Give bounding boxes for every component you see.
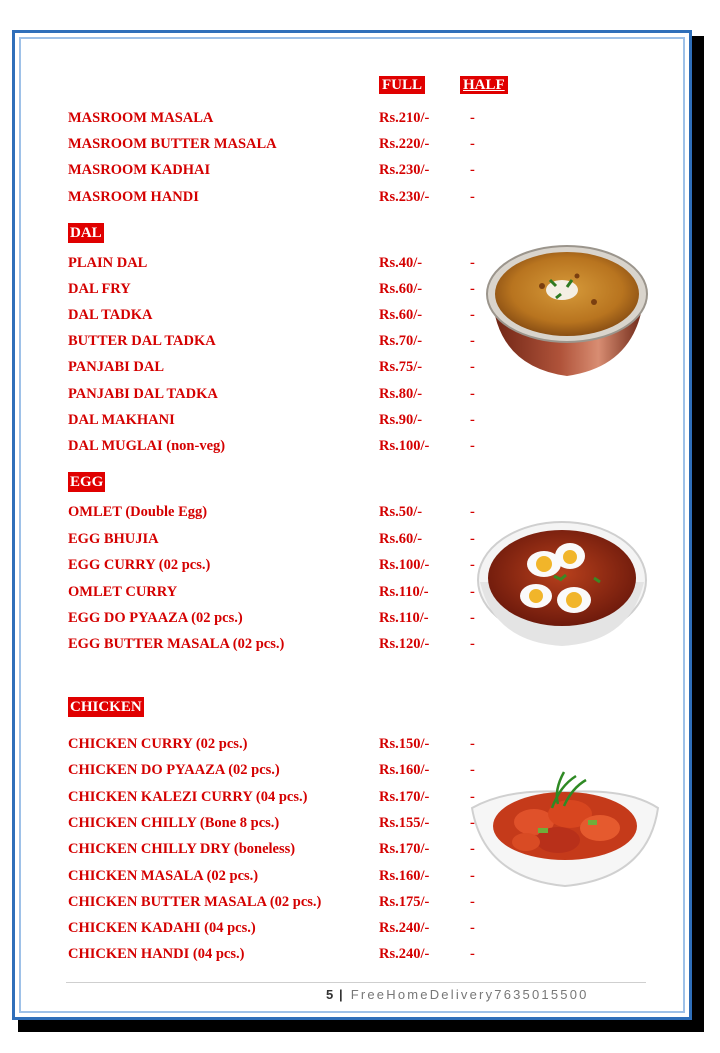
item-full-price: Rs.60/- [379,307,423,323]
item-name: MASROOM HANDI [68,189,199,205]
footer-delivery-text: FreeHomeDelivery7635015500 [350,987,589,1002]
item-name: EGG DO PYAAZA (02 pcs.) [68,610,243,626]
dal-bowl-image [482,236,652,382]
item-full-price: Rs.75/- [379,359,423,375]
menu-item [68,944,488,964]
item-half-price: - [470,504,475,520]
item-half-price: - [470,762,475,778]
item-half-price: - [470,789,475,805]
item-name: PLAIN DAL [68,255,148,271]
item-name: EGG BUTTER MASALA (02 pcs.) [68,636,285,652]
item-name: PANJABI DAL [68,359,164,375]
item-name: EGG BHUJIA [68,531,159,547]
item-full-price: Rs.120/- [379,636,430,652]
item-name: CHICKEN BUTTER MASALA (02 pcs.) [68,894,322,910]
item-half-price: - [470,557,475,573]
item-full-price: Rs.170/- [379,789,430,805]
item-half-price: - [470,136,475,152]
item-name: MASROOM MASALA [68,110,214,126]
item-full-price: Rs.80/- [379,386,423,402]
item-full-price: Rs.110/- [379,610,429,626]
item-half-price: - [470,281,475,297]
menu-item [68,187,488,207]
menu-item [68,734,488,754]
item-half-price: - [470,255,475,271]
menu-item [68,634,488,654]
item-half-price: - [470,438,475,454]
item-half-price: - [470,946,475,962]
item-name: CHICKEN MASALA (02 pcs.) [68,868,259,884]
item-full-price: Rs.230/- [379,162,430,178]
item-half-price: - [470,736,475,752]
item-full-price: Rs.50/- [379,504,423,520]
item-half-price: - [470,412,475,428]
item-full-price: Rs.160/- [379,762,430,778]
item-half-price: - [470,920,475,936]
menu-item [68,410,488,430]
menu-item [68,502,488,522]
item-name: OMLET (Double Egg) [68,504,208,520]
menu-item [68,331,488,351]
item-full-price: Rs.170/- [379,841,430,857]
menu-item [68,253,488,273]
menu-item [68,134,488,154]
section-title-egg: EGG [70,474,104,490]
item-half-price: - [470,162,475,178]
page-number: 5 [326,987,334,1002]
item-full-price: Rs.100/- [379,438,430,454]
item-name: CHICKEN CHILLY DRY (boneless) [68,841,296,857]
item-name: EGG CURRY (02 pcs.) [68,557,211,573]
item-full-price: Rs.40/- [379,255,423,271]
footer-separator: | [339,987,345,1002]
item-half-price: - [470,584,475,600]
item-full-price: Rs.60/- [379,281,423,297]
item-name: CHICKEN DO PYAAZA (02 pcs.) [68,762,280,778]
item-full-price: Rs.110/- [379,584,429,600]
item-full-price: Rs.240/- [379,946,430,962]
item-half-price: - [470,359,475,375]
menu-item [68,866,488,886]
item-half-price: - [470,189,475,205]
item-full-price: Rs.70/- [379,333,423,349]
chicken-chilly-image [468,768,662,892]
item-half-price: - [470,333,475,349]
footer-divider [66,982,646,983]
item-half-price: - [470,386,475,402]
item-half-price: - [470,531,475,547]
item-name: CHICKEN CHILLY (Bone 8 pcs.) [68,815,280,831]
item-name: CHICKEN CURRY (02 pcs.) [68,736,248,752]
full-column-header: FULL [379,76,425,94]
item-name: CHICKEN HANDI (04 pcs.) [68,946,245,962]
item-name: DAL MAKHANI [68,412,175,428]
item-name: CHICKEN KALEZI CURRY (04 pcs.) [68,789,308,805]
item-half-price: - [470,841,475,857]
menu-item [68,108,488,128]
menu-item [68,892,488,912]
menu-item [68,582,488,602]
item-name: PANJABI DAL TADKA [68,386,218,402]
item-half-price: - [470,868,475,884]
menu-item [68,787,488,807]
item-half-price: - [470,110,475,126]
item-full-price: Rs.60/- [379,531,423,547]
egg-curry-image [474,520,650,650]
item-name: DAL MUGLAI (non-veg) [68,438,226,454]
menu-item [68,813,488,833]
section-title-dal: DAL [70,225,102,241]
item-full-price: Rs.100/- [379,557,430,573]
item-half-price: - [470,610,475,626]
page-footer [326,987,589,1002]
menu-item [68,160,488,180]
item-full-price: Rs.90/- [379,412,423,428]
item-full-price: Rs.240/- [379,920,430,936]
menu-item [68,555,488,575]
item-name: BUTTER DAL TADKA [68,333,216,349]
menu-item [68,839,488,859]
menu-item [68,608,488,628]
item-name: MASROOM BUTTER MASALA [68,136,277,152]
item-full-price: Rs.230/- [379,189,430,205]
menu-item [68,279,488,299]
item-full-price: Rs.155/- [379,815,430,831]
item-name: OMLET CURRY [68,584,178,600]
menu-item [68,357,488,377]
item-full-price: Rs.160/- [379,868,430,884]
item-name: DAL TADKA [68,307,153,323]
item-half-price: - [470,894,475,910]
item-name: MASROOM KADHAI [68,162,211,178]
menu-item [68,918,488,938]
menu-item [68,436,488,456]
menu-item [68,305,488,325]
menu-item [68,529,488,549]
item-half-price: - [470,636,475,652]
item-half-price: - [470,307,475,323]
item-full-price: Rs.220/- [379,136,430,152]
item-full-price: Rs.175/- [379,894,430,910]
item-half-price: - [470,815,475,831]
menu-item [68,384,488,404]
item-full-price: Rs.210/- [379,110,430,126]
section-title-chicken: CHICKEN [70,699,142,715]
menu-item [68,760,488,780]
half-column-header: HALF [460,76,508,94]
item-full-price: Rs.150/- [379,736,430,752]
item-name: CHICKEN KADAHI (04 pcs.) [68,920,256,936]
item-name: DAL FRY [68,281,131,297]
